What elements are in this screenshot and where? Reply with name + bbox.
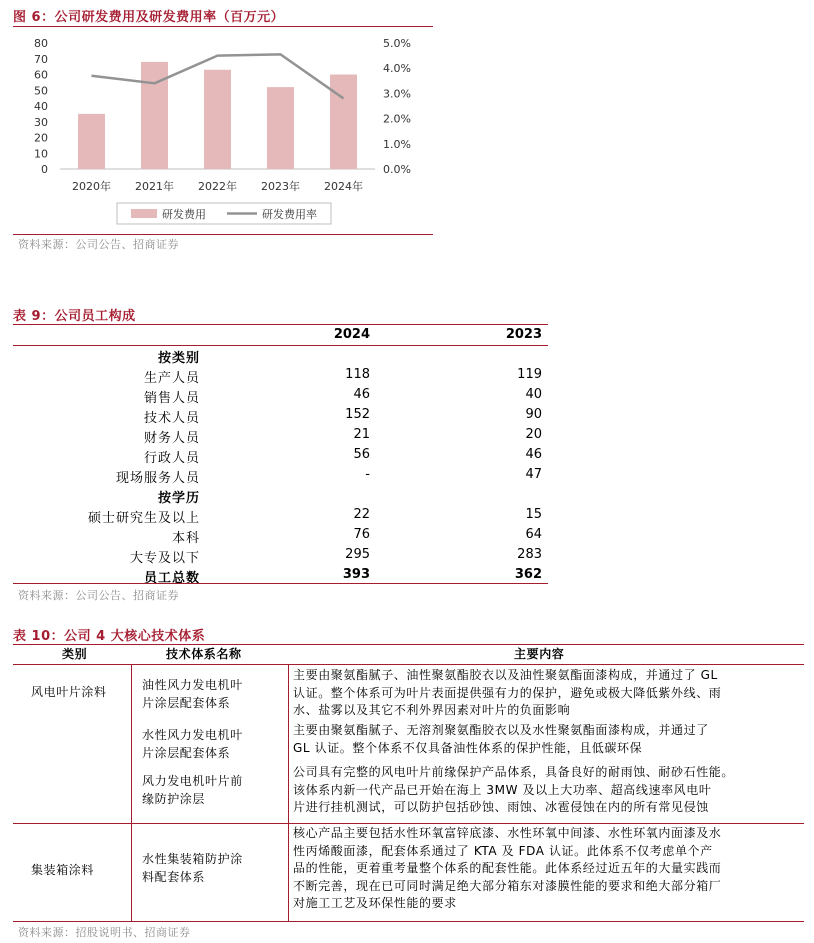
table-9-cell-v1: 393 (342, 567, 370, 582)
table-9-row-label: 员工总数 (143, 571, 200, 586)
table-9-row-label: 技术人员 (143, 411, 200, 426)
x-label: 2024年 (324, 180, 363, 193)
table-9-cell-v2: 15 (525, 507, 542, 522)
legend-bar-label: 研发费用 (162, 208, 206, 221)
left-tick-label: 60 (34, 68, 48, 82)
table-9-cell-v1: 295 (345, 547, 370, 562)
table-9-row-label: 硕士研究生及以上 (87, 511, 200, 526)
table-9-cell-v2: 64 (525, 527, 542, 542)
table-10-system-name: 料配套体系 (142, 869, 206, 884)
table-9-row-label: 销售人员 (143, 391, 200, 406)
table-10-content-line: 认证。整个体系可为叶片表面提供强有力的保护，避免或极大降低紫外线、雨 (293, 685, 722, 700)
left-tick-label: 40 (34, 100, 48, 113)
right-tick-label: 5.0% (383, 37, 411, 50)
table-10-header-content: 主要内容 (514, 647, 565, 661)
table-10-title: 表 10：公司 4 大核心技术体系 (13, 629, 206, 644)
table-10-content-line: 性丙烯酸面漆，配套体系通过了 KTA 及 FDA 认证。此体系不仅考虑单个产 (293, 843, 713, 858)
table-10-content-line: 品的性能，更着重考量整个体系的配套性能。此体系经过近五年的大量实践而 (293, 861, 722, 875)
table-9-col-2023: 2023 (505, 327, 542, 342)
table-9-row-label: 财务人员 (143, 431, 200, 446)
left-tick-label: 80 (34, 37, 48, 50)
table-10-category: 风电叶片涂料 (31, 685, 107, 699)
left-tick-label: 50 (34, 84, 48, 98)
table-10-system-name: 水性风力发电机叶 (142, 728, 243, 742)
table-9-cell-v1: 76 (353, 527, 370, 542)
legend-line-label: 研发费用率 (262, 208, 317, 221)
table-10-system-name: 缘防护涂层 (142, 791, 206, 806)
table-9-title: 表 9：公司员工构成 (13, 309, 136, 324)
table-9-cell-v2: 20 (525, 427, 542, 442)
right-tick-label: 1.0% (383, 137, 411, 151)
figure-6-title: 图 6：公司研发费用及研发费用率（百万元） (13, 10, 285, 25)
table-9-cell-v2: 119 (517, 367, 542, 382)
table-10-content-line: GL 认证。整个体系不仅具备油性体系的保护性能，且低碳环保 (293, 740, 643, 755)
table-9-source: 资料来源：公司公告、招商证券 (18, 589, 179, 602)
table-10-content-line: 不断完善，现在已可同时满足绝大部分箱东对漆膜性能的要求和绝大部分箱厂 (293, 878, 722, 893)
table-9-cell-v1: 21 (353, 427, 370, 442)
figure-6-source: 资料来源：公司公告、招商证券 (18, 238, 179, 251)
table-10-content-line: 该体系内新一代产品已开始在海上 3MW 及以上大功率、超高线速率风电叶 (293, 782, 712, 797)
table-9-cell-v2: 47 (525, 467, 542, 482)
table-9-row-label: 大专及以下 (129, 551, 200, 566)
table-10-header-system: 技术体系名称 (166, 647, 242, 661)
left-tick-label: 30 (34, 115, 48, 129)
table-10-header-category: 类别 (62, 647, 88, 661)
x-label: 2023年 (261, 180, 300, 193)
table-9-cell-v2: 90 (525, 407, 542, 422)
right-tick-label: 0.0% (383, 163, 411, 176)
table-10-divider-2 (288, 664, 289, 921)
table-9-row-label: 本科 (171, 531, 200, 546)
table-9-cell-v2: 40 (525, 387, 542, 402)
left-tick-label: 20 (34, 131, 48, 145)
table-9-row-label: 现场服务人员 (115, 471, 200, 486)
table-10-category: 集装箱涂料 (31, 863, 95, 877)
table-10-system-name: 油性风力发电机叶 (142, 678, 243, 692)
table-10-content-line: 核心产品主要包括水性环氧富锌底漆、水性环氧中间漆、水性环氧内面漆及水 (293, 826, 722, 840)
table-9-row-label: 生产人员 (143, 371, 200, 386)
table-10-system-name: 片涂层配套体系 (142, 695, 231, 710)
right-tick-label: 3.0% (383, 87, 411, 101)
table-9-row-label: 行政人员 (143, 451, 200, 466)
table-9-row-label: 按学历 (157, 491, 200, 506)
table-9-cell-v1: 56 (353, 447, 370, 462)
table-10-content-line: 主要由聚氨酯腻子、油性聚氨酯胶衣以及油性聚氨酯面漆构成，并通过了 GL (293, 668, 718, 682)
table-10-system-name: 水性集装箱防护涂 (142, 852, 243, 866)
table-10-source: 资料来源：招股说明书、招商证券 (18, 926, 191, 939)
left-tick-label: 70 (34, 52, 48, 66)
left-tick-label: 10 (34, 147, 48, 161)
table-10-content-line: 主要由聚氨酯腻子、无溶剂聚氨酯胶衣以及水性聚氨酯面漆构成，并通过了 (293, 723, 709, 737)
right-tick-label: 2.0% (383, 112, 411, 126)
table-9-col-2024: 2024 (333, 327, 370, 342)
table-10-system-name: 风力发电机叶片前 (142, 774, 243, 788)
table-9-cell-v2: 362 (514, 567, 542, 582)
table-10-content-line: 水、盐雾以及其它不利外界因素对叶片的负面影响 (293, 703, 571, 717)
table-9-cell-v2: 46 (525, 447, 542, 462)
right-tick-label: 4.0% (383, 62, 411, 76)
table-10-content-line: 片进行挂机测试，可以防护包括砂蚀、雨蚀、冰雹侵蚀在内的所有常见侵蚀 (293, 800, 709, 814)
left-tick-label: 0 (41, 163, 48, 176)
table-9-cell-v1: - (365, 467, 370, 482)
table-10-system-name: 片涂层配套体系 (142, 745, 231, 760)
table-9-cell-v1: 46 (353, 387, 370, 402)
table-10-content-line: 对施工工艺及环保性能的要求 (293, 896, 457, 910)
table-10-bottom-rule (13, 921, 804, 922)
x-label: 2021年 (135, 180, 174, 193)
table-9-row-label: 按类别 (157, 351, 200, 366)
table-10-content-line: 公司具有完整的风电叶片前缘保护产品体系，具备良好的耐雨蚀、耐砂石性能。 (293, 765, 735, 779)
x-label: 2020年 (72, 180, 111, 193)
table-10-divider-1 (131, 664, 132, 921)
table-9-cell-v1: 152 (345, 407, 370, 422)
table-9-cell-v2: 283 (517, 547, 542, 562)
table-9-cell-v1: 118 (345, 367, 370, 382)
x-label: 2022年 (198, 180, 237, 193)
table-9-cell-v1: 22 (353, 507, 370, 522)
